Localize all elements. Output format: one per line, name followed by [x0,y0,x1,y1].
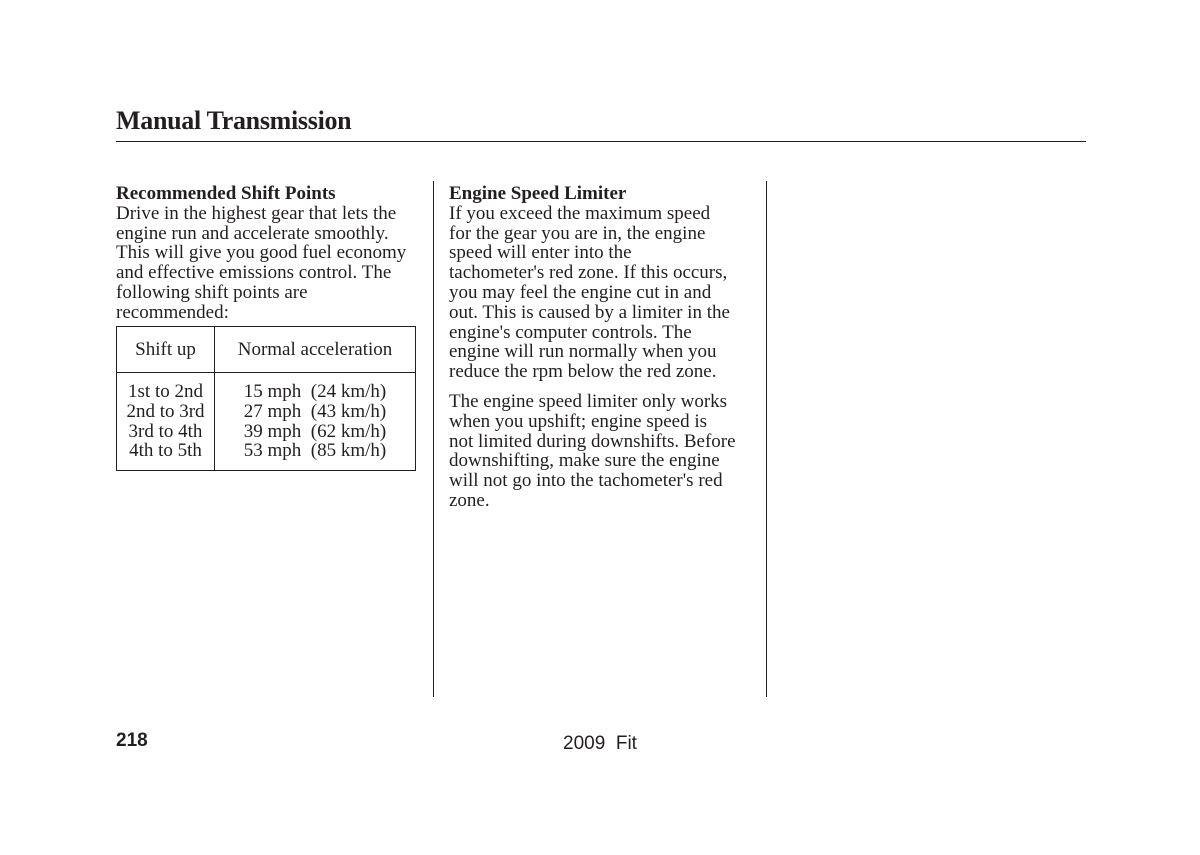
body-line: and effective emissions control. The [116,262,392,284]
body-line: recommended: [116,301,229,323]
table-header-divider [117,372,415,373]
table-cell-shift: 4th to 5th [129,440,202,462]
body-line: The engine speed limiter only works [449,390,728,412]
body-line: for the gear you are in, the engine [449,222,706,244]
body-line: will not go into the tachometer's red [449,470,723,492]
body-line: downshifting, make sure the engine [449,450,720,472]
table-cell-shift: 1st to 2nd [128,381,203,402]
body-line: you may feel the engine cut in and [449,281,712,303]
body-line: speed will enter into the [449,242,632,264]
body-line: This will give you good fuel economy [116,242,407,264]
table-cell-speed: 15 mph (24 km/h) [243,381,387,402]
table-cell-shift: 2nd to 3rd [126,400,205,422]
section-heading-shift-points: Recommended Shift Points [116,183,336,204]
table-cell-shift: 3rd to 4th [128,420,203,442]
left-column [116,184,424,323]
footer-model-name: 2009 Fit [563,733,637,754]
table-cell-speed: 39 mph (62 km/h) [243,420,387,442]
body-line: when you upshift; engine speed is [449,410,708,432]
page-number: 218 [116,730,148,751]
body-line: reduce the rpm below the red zone. [449,361,717,383]
table-header-shift-up: Shift up [135,339,196,360]
body-line: If you exceed the maximum speed [449,202,711,224]
body-line: engine's computer controls. The [449,321,692,343]
section-heading-speed-limiter: Engine Speed Limiter [449,183,627,204]
table-cell-speed: 27 mph (43 km/h) [243,400,387,422]
body-line: following shift points are [116,281,308,303]
body-line: Drive in the highest gear that lets the [116,202,397,224]
table-speed-column [215,382,415,461]
title-rule [116,141,1086,142]
column-divider-left [433,181,434,697]
body-line: not limited during downshifts. Before [449,430,736,452]
page-title: Manual Transmission [116,106,352,135]
middle-column [449,184,757,511]
body-line: zone. [449,489,490,511]
body-line: engine run and accelerate smoothly. [116,222,389,244]
body-line: tachometer's red zone. If this occurs, [449,262,728,284]
table-header-normal-acceleration: Normal acceleration [237,339,393,360]
body-line: out. This is caused by a limiter in the [449,301,730,323]
column-divider-right [766,181,767,697]
body-line: engine will run normally when you [449,341,717,363]
table-shift-column [117,382,214,461]
shift-points-table [116,326,416,471]
table-cell-speed: 53 mph (85 km/h) [243,440,387,462]
